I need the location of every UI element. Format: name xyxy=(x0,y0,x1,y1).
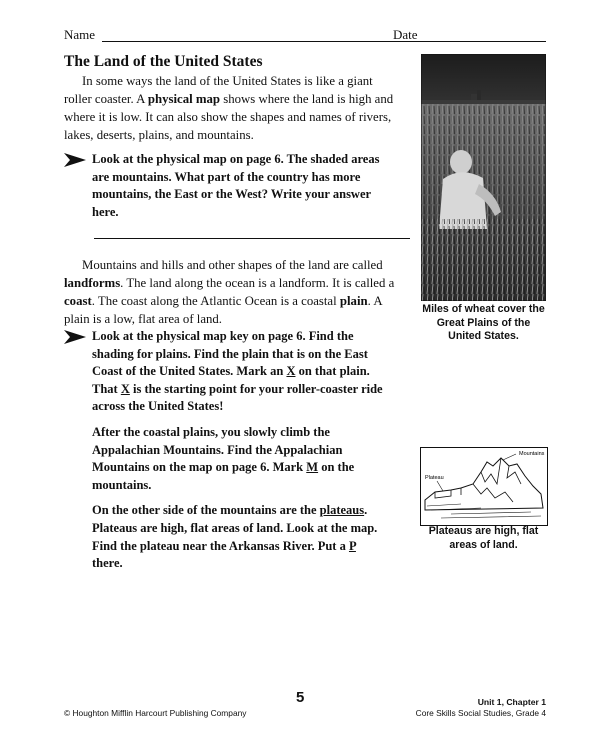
plateau-mountains-drawing xyxy=(421,448,547,525)
task-mountains xyxy=(64,151,384,221)
answer-line[interactable] xyxy=(94,238,410,239)
arrow-bullet-icon xyxy=(64,330,86,344)
task-plateaus-text: On the other side of the mountains are the plateaus. Plateaus are high, flat areas of land. Look at the map. Find the plateau near the Arkansas River. Put a P there. xyxy=(92,503,378,571)
date-label: Date xyxy=(393,27,418,42)
wheat-field-photo xyxy=(421,54,546,301)
page-number: 5 xyxy=(296,689,305,706)
name-label: Name xyxy=(64,27,96,42)
task-mountains-text: Look at the physical map on page 6. The shaded areas are mountains. What part of the country has more mountains, the East or the West? Write your answer here. xyxy=(92,152,380,219)
task-roller-coaster xyxy=(64,328,384,581)
landforms-paragraph: Mountains and hills and other shapes of the land are called landforms. The land along the ocean is a landform. It is called a coast. The coast along the Atlantic Ocean is a coastal plain. A plain is a low, flat area of land. xyxy=(64,258,395,326)
page-title: The Land of the United States xyxy=(64,53,263,70)
task-mountains-mark-text: After the coastal plains, you slowly climb the Appalachian Mountains. Find the Appalachian Mountains on the map on page 6. Mark M on the mountains. xyxy=(92,424,355,492)
series-grade: Core Skills Social Studies, Grade 4 xyxy=(415,708,546,718)
wheat-photo-caption: Miles of wheat cover the Great Plains of the United States. xyxy=(422,303,545,342)
task-roller-coaster-text xyxy=(92,328,384,573)
plateau-sketch-caption: Plateaus are high, flat areas of land. xyxy=(428,525,539,551)
mountains-label: Mountains xyxy=(519,451,545,457)
task-plains-text: Look at the physical map key on page 6. Find the shading for plains. Find the plain that is on the East Coast of the United States. Mark an X on that plain. That X is the starting point for your roller-coaster ride across the United States! xyxy=(92,329,383,414)
plateau-sketch xyxy=(420,447,548,526)
unit-chapter: Unit 1, Chapter 1 xyxy=(477,697,546,707)
arrow-bullet-icon xyxy=(64,153,86,167)
intro-paragraph: In some ways the land of the United States is like a giant roller coaster. A physical map shows where the land is high and where it is low. It can also show the shapes and names of rivers, lakes, deserts, plains, and mountains. xyxy=(64,74,394,142)
plateau-label: Plateau xyxy=(425,475,444,481)
copyright-notice: © Houghton Mifflin Harcourt Publishing Company xyxy=(64,708,247,718)
name-date-header xyxy=(64,27,546,45)
date-line[interactable] xyxy=(423,41,546,42)
